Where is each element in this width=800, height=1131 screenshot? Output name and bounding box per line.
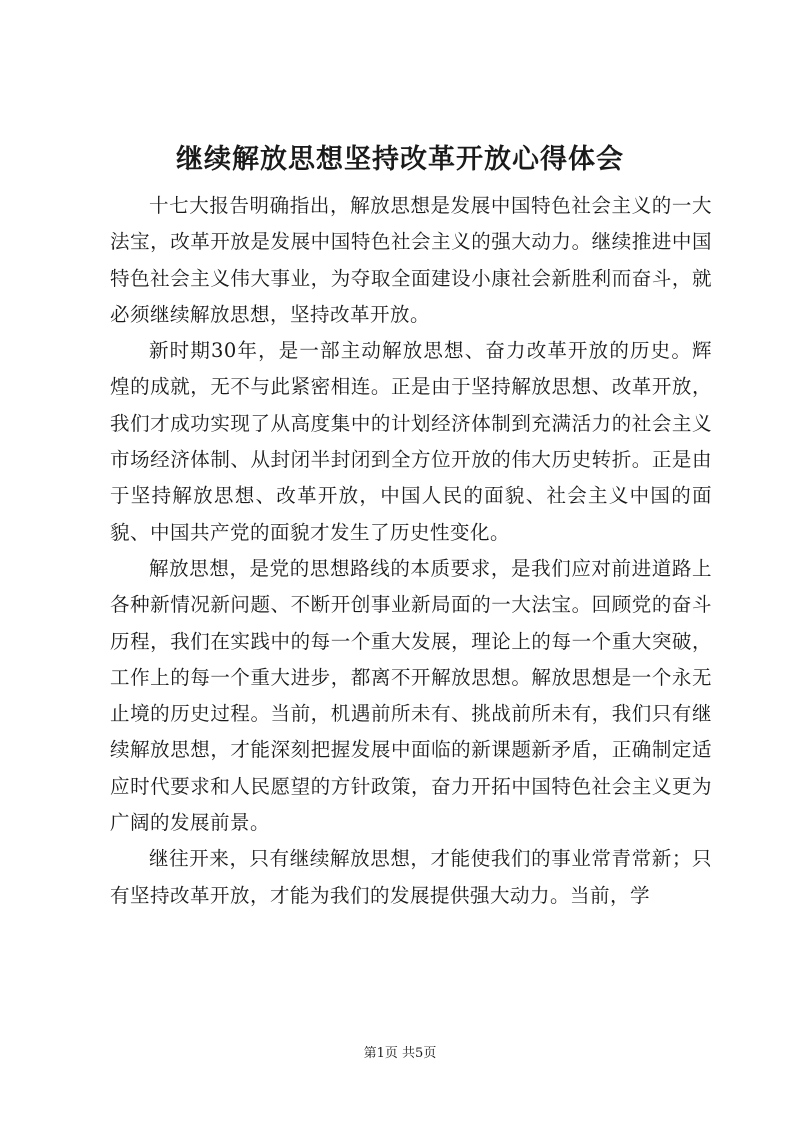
paragraph: 解放思想，是党的思想路线的本质要求，是我们应对前进道路上各种新情况新问题、不断开创事业新局面的一大法宝。回顾党的奋斗历程，我们在实践中的每一个重大发展，理论上的每一个重大突破，工作上的每一个重大进步，都离不开解放思想。解放思想是一个永无止境的历史过程。当前，机遇前所未有、挑战前所未有，我们只有继续解放思想，才能深刻把握发展中面临的新课题新矛盾，正确制定适应时代要求和人民愿望的方针政策，奋力开拓中国特色社会主义更为广阔的发展前景。 (110, 556, 712, 835)
page-number-indicator: 第1页 共5页 (363, 1046, 437, 1061)
document-title: 继续解放思想坚持改革开放心得体会 (176, 144, 624, 175)
paragraph: 十七大报告明确指出，解放思想是发展中国特色社会主义的一大法宝，改革开放是发展中国特色社会主义的强大动力。继续推进中国特色社会主义伟大事业，为夺取全面建设小康社会新胜利而奋斗，就必须继续解放思想，坚持改革开放。 (110, 194, 712, 326)
paragraph: 新时期30年，是一部主动解放思想、奋力改革开放的历史。辉煌的成就，无不与此紧密相连。正是由于坚持解放思想、改革开放，我们才成功实现了从高度集中的计划经济体制到充满活力的社会主义市场经济体制、从封闭半封闭到全方位开放的伟大历史转折。正是由于坚持解放思想、改革开放，中国人民的面貌、社会主义中国的面貌、中国共产党的面貌才发生了历史性变化。 (110, 339, 712, 544)
page-footer (0, 1044, 800, 1064)
paragraph: 继往开来，只有继续解放思想，才能使我们的事业常青常新；只有坚持改革开放，才能为我们的发展提供强大动力。当前，学 (110, 847, 712, 907)
document-body (110, 188, 712, 914)
